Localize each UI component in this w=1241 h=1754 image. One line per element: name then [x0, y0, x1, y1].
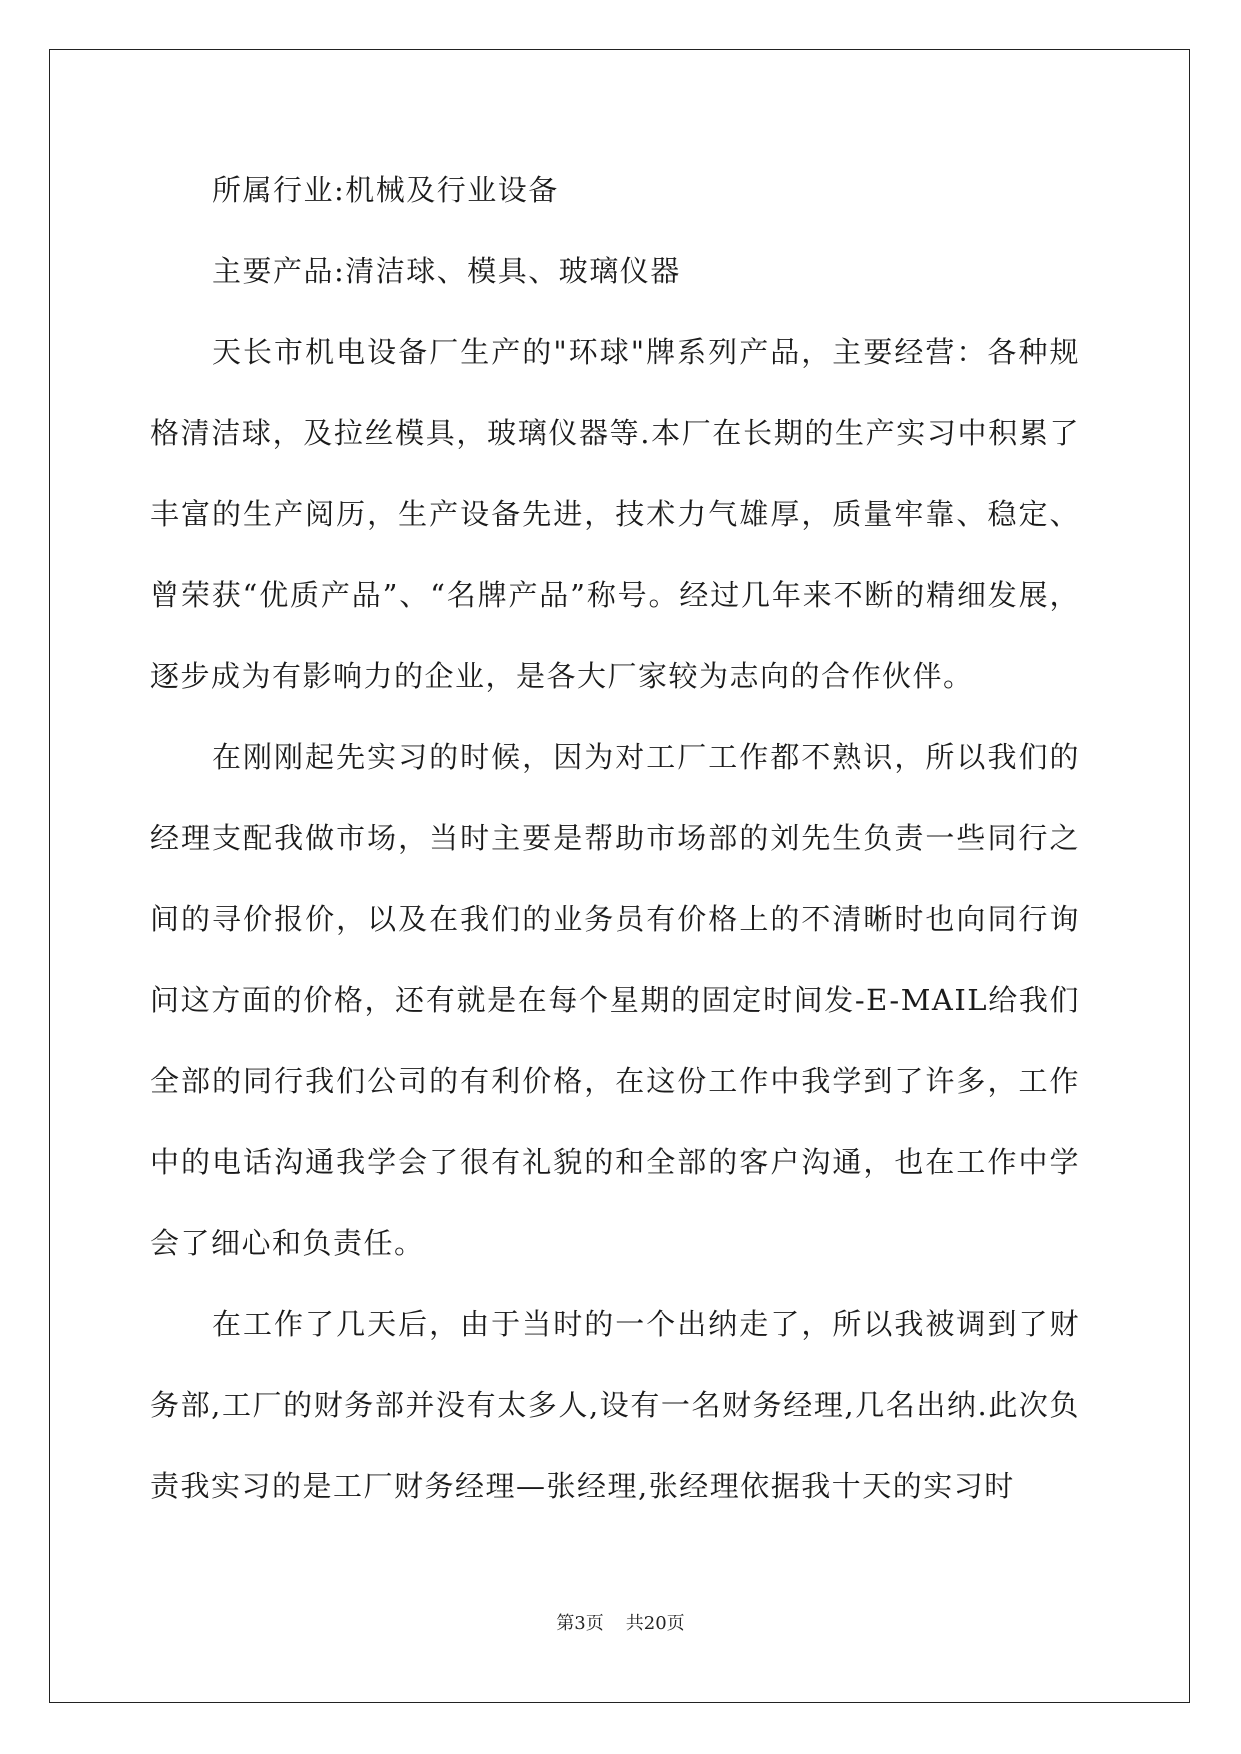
paragraph-company-intro: 天长市机电设备厂生产的"环球"牌系列产品，主要经营：各种规格清洁球，及拉丝模具，玻璃仪器等.本厂在长期的生产实习中积累了丰富的生产阅历，生产设备先进，技术力气雄厚，质量牢靠、稳定、曾荣获“优质产品”、“名牌产品”称号。经过几年来不断的精细发展，逐步成为有影响力的企业，是各大厂家较为志向的合作伙伴。: [150, 335, 1080, 693]
paragraph-finance-work: 在工作了几天后，由于当时的一个出纳走了，所以我被调到了财务部,工厂的财务部并没有太多人,设有一名财务经理,几名出纳.此次负责我实习的是工厂财务经理—张经理,张经理依据我十天的实习时: [150, 1307, 1080, 1503]
page-number: 第3页: [556, 1613, 604, 1634]
page-total: 共20页: [625, 1613, 685, 1634]
document-body: [150, 150, 1080, 1527]
page-footer: [0, 1612, 1241, 1636]
paragraph-market-work: 在刚刚起先实习的时候，因为对工厂工作都不熟识，所以我们的经理支配我做市场，当时主要是帮助市场部的刘先生负责一些同行之间的寻价报价，以及在我们的业务员有价格上的不清晰时也向同行询问这方面的价格，还有就是在每个星期的固定时间发-E-MAIL给我们全部的同行我们公司的有利价格，在这份工作中我学到了许多，工作中的电话沟通我学会了很有礼貌的和全部的客户沟通，也在工作中学会了细心和负责任。: [150, 740, 1080, 1260]
paragraph-products: 主要产品:清洁球、模具、玻璃仪器: [212, 254, 681, 288]
paragraph-industry: 所属行业:机械及行业设备: [212, 173, 559, 207]
